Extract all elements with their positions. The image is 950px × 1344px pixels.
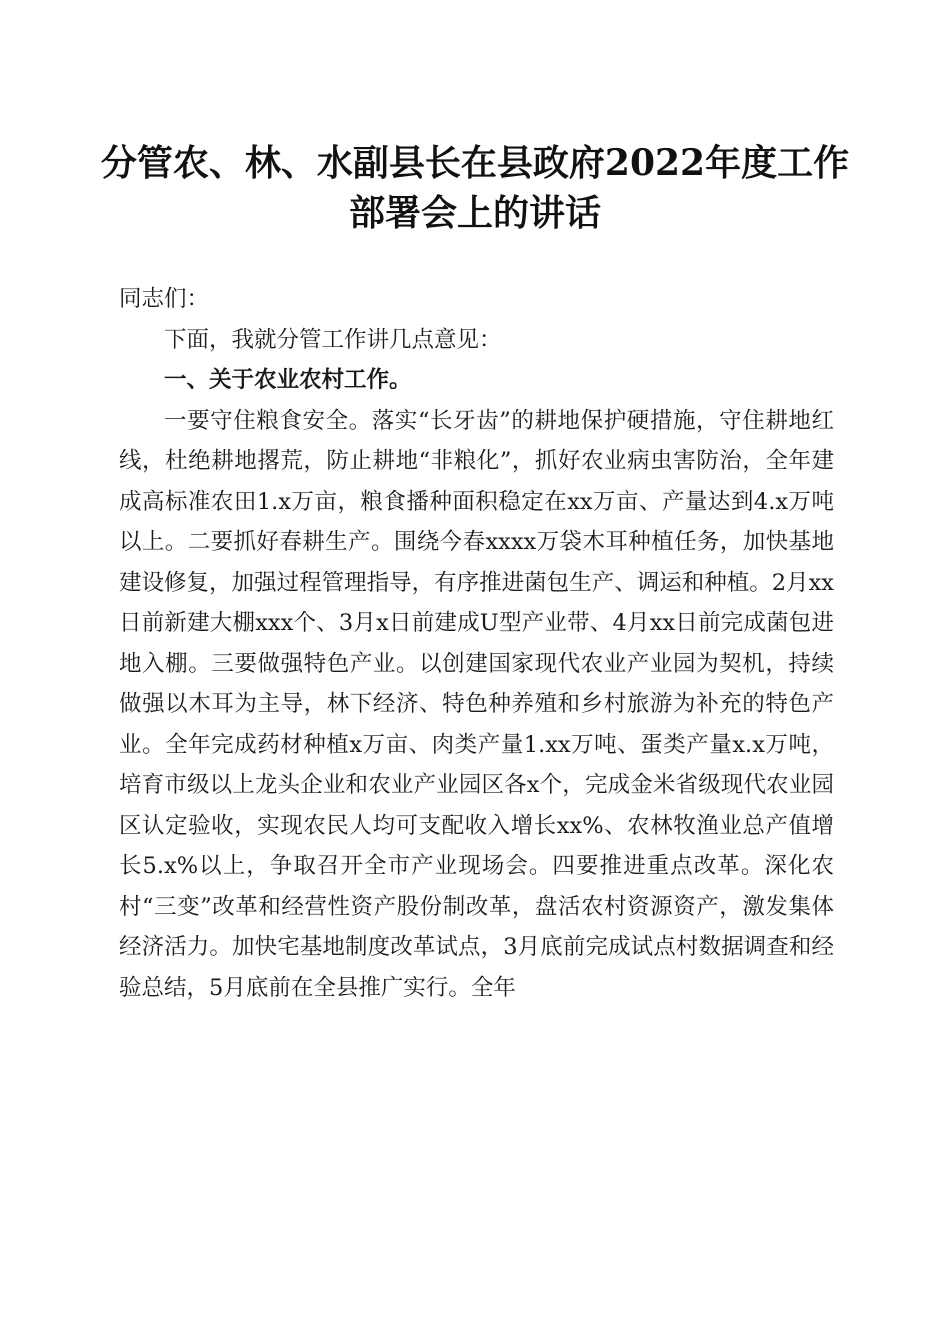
document-body xyxy=(119,279,834,1008)
document-title: 分管农、林、水副县长在县政府2022年度工作部署会上的讲话 xyxy=(100,142,850,234)
salutation: 同志们： xyxy=(119,286,210,312)
section-paragraph: 一要守住粮食安全。落实“长牙齿”的耕地保护硬措施，守住耕地红线，杜绝耕地撂荒，防止耕地“非粮化”，抓好农业病虫害防治，全年建成高标准农田1.x万亩，粮食播种面积稳定在xx万亩、产量达到4.x万吨以上。二要抓好春耕生产。围绕今春xxxx万袋木耳种植任务，加快基地建设修复，加强过程管理指导，有序推进菌包生产、调运和种植。2月xx日前新建大棚xxx个、3月x日前建成U型产业带、4月xx日前完成菌包进地入棚。三要做强特色产业。以创建国家现代农业产业园为契机，持续做强以木耳为主导，林下经济、特色种养殖和乡村旅游为补充的特色产业。全年完成药材种植x万亩、肉类产量1.xx万吨、蛋类产量x.x万吨，培育市级以上龙头企业和农业产业园区各x个，完成金米省级现代农业园区认定验收，实现农民人均可支配收入增长xx%、农林牧渔业总产值增长5.x%以上，争取召开全市产业现场会。四要推进重点改革。深化农村“三变”改革和经营性资产股份制改革，盘活农村资源资产，激发集体经济活力。加快宅基地制度改革试点，3月底前完成试点村数据调查和经验总结，5月底前在全县推广实行。全年 xyxy=(119,407,834,1001)
intro-paragraph: 下面，我就分管工作讲几点意见： xyxy=(164,326,502,353)
section-heading: 一、关于农业农村工作。 xyxy=(164,367,412,393)
